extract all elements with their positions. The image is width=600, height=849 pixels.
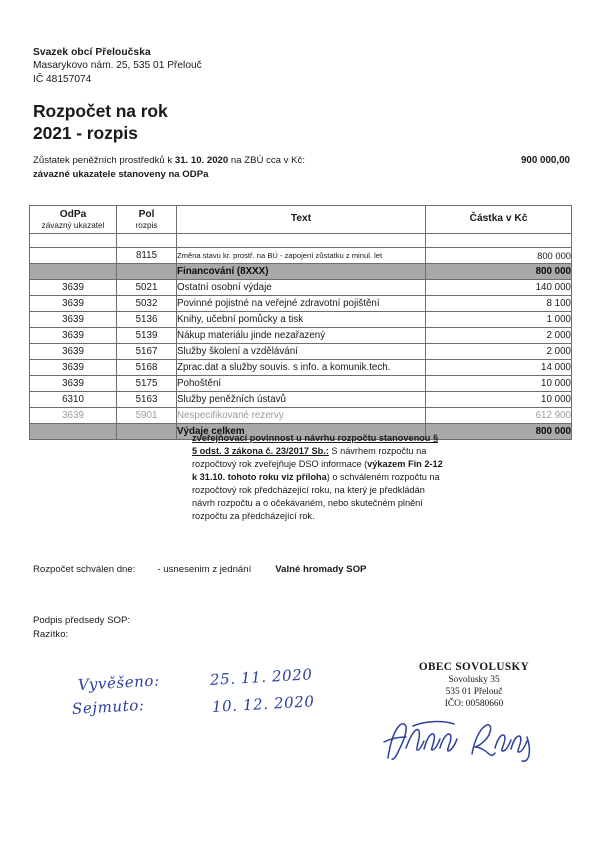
cell-amount: 800 000 (426, 264, 572, 280)
spacer-cell-pol (117, 234, 177, 248)
cell-odpa (30, 424, 117, 440)
column-header-odpa (30, 206, 117, 234)
balance-date: 31. 10. 2020 (174, 155, 229, 166)
balance-suffix: na ZBÚ cca v Kč: (230, 155, 305, 166)
legal-notice-body-part2: ) o schváleném rozpočtu na rozpočtový rok předcházející roku, na který je předkládán návrh rozpočtu a o očekávaném, nebo skutečném plnění rozpočtu za předcházející rok. (192, 472, 440, 522)
stamp-title: OBEC SOVOLUSKY (418, 661, 530, 673)
organization-ico: IČ 48157074 (33, 73, 92, 85)
legal-notice-heading: zveřejňovací povinnost u návrhu rozpočtu stanovenou § 5 odst. 3 zákona č. 23/2017 Sb.: (192, 433, 439, 457)
balance-prefix: Zůstatek peněžních prostředků k (33, 155, 173, 166)
balance-note: závazné ukazatele stanoveny na ODPa (33, 169, 209, 181)
signature-label-chairman: Podpis předsedy SOP: (33, 615, 131, 626)
cell-pol: 5139 (117, 328, 177, 344)
approval-body: Valné hromady SOP (275, 564, 367, 575)
column-header-text-label: Text (290, 213, 312, 224)
table-header (30, 206, 572, 234)
cell-pol: 5167 (117, 344, 177, 360)
cell-pol: 5901 (117, 408, 177, 424)
column-header-amount (426, 206, 572, 234)
cell-pol: 5168 (117, 360, 177, 376)
column-header-odpa-sub: závazný ukazatel (41, 220, 105, 230)
cell-amount: 800 000 (426, 248, 572, 264)
balance-row (33, 154, 570, 168)
cell-text: Financování (8XXX) (177, 264, 426, 280)
cell-amount: 1 000 (426, 312, 572, 328)
cell-odpa: 3639 (30, 408, 117, 424)
page-title-line1: Rozpočet na rok (33, 101, 168, 121)
cell-text: Výdaje celkem (177, 424, 426, 440)
column-header-pol-main: Pol (138, 208, 155, 220)
cell-pol (117, 264, 177, 280)
signature-labels (33, 614, 130, 643)
handwritten-removed-date: 10. 12. 2020 (211, 692, 315, 716)
budget-table-wrapper (29, 205, 571, 440)
legal-notice-body-part1: S návrhem rozpočtu na rozpočtový rok zveřejňuje DSO informace ( (192, 446, 427, 470)
signature-label-stamp: Razítko: (33, 629, 69, 641)
cell-amount: 2 000 (426, 328, 572, 344)
stamp-ico: IČO: 00580660 (444, 699, 504, 710)
handwritten-posted-label: Vyvěšeno: (77, 671, 161, 694)
cell-amount: 10 000 (426, 392, 572, 408)
table-row (30, 296, 572, 312)
cell-odpa (30, 264, 117, 280)
cell-amount: 612 900 (426, 408, 572, 424)
legal-notice-bold-insert: výkazem Fin 2-12 k 31.10. tohoto roku viz příloha (192, 459, 443, 483)
cell-pol: 5032 (117, 296, 177, 312)
approval-line (33, 564, 366, 575)
cell-pol: 5136 (117, 312, 177, 328)
cell-amount: 800 000 (426, 424, 572, 440)
column-header-pol-sub: rozpis (135, 220, 158, 230)
page-title-line2: 2021 - rozpis (33, 123, 138, 144)
organization-address: Masarykovo nám. 25, 535 01 Přelouč (33, 60, 202, 72)
column-header-text (177, 206, 426, 234)
spacer-cell-odpa (30, 234, 117, 248)
cell-pol: 5175 (117, 376, 177, 392)
table-row (30, 360, 572, 376)
legal-notice (192, 432, 444, 523)
cell-amount: 10 000 (426, 376, 572, 392)
cell-amount: 2 000 (426, 344, 572, 360)
cell-amount: 8 100 (426, 296, 572, 312)
cell-text: Povinné pojistné na veřejné zdravotní pojištění (177, 296, 426, 312)
spacer-cell-amount (426, 234, 572, 248)
cell-pol: 8115 (117, 248, 177, 264)
official-stamp (394, 660, 554, 710)
cell-text: Služby školení a vzdělávání (177, 344, 426, 360)
column-header-odpa-main: OdPa (59, 208, 87, 220)
table-row (30, 280, 572, 296)
approval-label: Rozpočet schválen dne: (33, 564, 136, 575)
table-row (30, 312, 572, 328)
stamp-address-line2: 535 01 Přelouč (445, 687, 503, 698)
table-row (30, 328, 572, 344)
cell-text: Nákup materiálu jinde nezařazený (177, 328, 426, 344)
handwritten-signature (380, 718, 545, 764)
table-row (30, 408, 572, 424)
spacer-cell-text (177, 234, 426, 248)
cell-odpa: 3639 (30, 280, 117, 296)
cell-odpa: 3639 (30, 328, 117, 344)
table-row (30, 264, 572, 280)
page-title (33, 100, 168, 145)
handwritten-removed-label: Sejmuto: (71, 695, 145, 718)
cell-odpa (30, 248, 117, 264)
table-row (30, 344, 572, 360)
balance-summary (33, 154, 570, 182)
table-header-row (30, 206, 572, 234)
cell-pol: 5021 (117, 280, 177, 296)
table-body (30, 234, 572, 440)
cell-text: Pohoštění (177, 376, 426, 392)
table-spacer-row (30, 234, 572, 248)
table-row (30, 248, 572, 264)
stamp-address-line1: Sovolusky 35 (448, 675, 500, 686)
cell-odpa: 3639 (30, 296, 117, 312)
cell-odpa: 3639 (30, 312, 117, 328)
handwritten-posted-date: 25. 11. 2020 (209, 665, 313, 689)
cell-amount: 140 000 (426, 280, 572, 296)
cell-odpa: 3639 (30, 360, 117, 376)
cell-text: Nespecifikované rezervy (177, 408, 426, 424)
balance-amount: 900 000,00 (520, 155, 570, 166)
cell-amount: 14 000 (426, 360, 572, 376)
table-row (30, 376, 572, 392)
balance-description (33, 154, 305, 168)
cell-text: Knihy, učební pomůcky a tisk (177, 312, 426, 328)
approval-resolution: - usnesenim z jednání (157, 564, 252, 575)
cell-text: Ostatní osobní výdaje (177, 280, 426, 296)
cell-text: Zprac.dat a služby souvis. s info. a komunik.tech. (177, 360, 426, 376)
cell-pol: 5163 (117, 392, 177, 408)
cell-text: Služby peněžních ústavů (177, 392, 426, 408)
budget-table (29, 205, 572, 440)
organization-header (33, 46, 202, 86)
cell-pol (117, 424, 177, 440)
cell-text: Změna stavu kr. prostř. na BÚ - zapojení zůstatku z minul. let (177, 248, 426, 264)
column-header-pol (117, 206, 177, 234)
column-header-amount-label: Částka v Kč (469, 213, 528, 224)
table-row (30, 392, 572, 408)
organization-name: Svazek obcí Přeloučska (33, 47, 151, 58)
cell-odpa: 3639 (30, 344, 117, 360)
cell-odpa: 6310 (30, 392, 117, 408)
cell-odpa: 3639 (30, 376, 117, 392)
